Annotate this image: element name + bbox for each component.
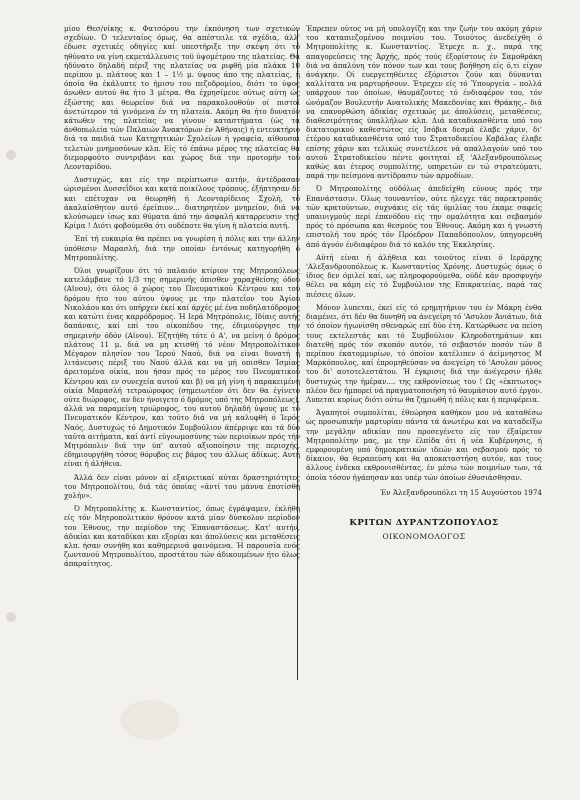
column-divider <box>297 30 298 680</box>
paragraph: Άλλά δεν είναι μόνον αί εξαιρετικαί αύται δραστηριότητες του Μητροπολίτου, διά τάς όποίας «άντί του μάννα έποτίσθη χολήν». <box>64 472 300 500</box>
paragraph: Μόνον λυπεται, έκεί είς τό ερημητήριον του έν Μάκρη ένθα διαμένει, ότι δέν θα δυνηθή να άνεγείρη τό 'Ασυλον Άνιάτων, διά τό όποίον ήγωνίσθη σθεναρώς επί δύο έτη. Κατώρθωσε να πείση τους εκτελεστάς και τό Συμβούλιον Κληροδοτημάτων και διατεθή πρός τόν σκοπόν αυτόν, τό σεβαστόν ποσόν τών 8 περίπου έκατομμυρίων, τό όποίον κατέλιπεν ό άείμνηστος Μ Μαρκόπουλος, καί έπρομηθεύσαν να άνεγείρη τό 'Ασυλον μόνος του δι' αυτοτελεστάτου. Ή έγκρισις διά την άνέγερσιν ήλθε δυστυχώς την ήμέραν.... της εκθρονίσεως του ! Ως «έκπτωτος» πλέον δεν ήμπορεί νά πραγματοποιήση τό θαυμάσιον αυτό έργον. Λυπεται κυρίως διότι ούτω θα ζημιωθή ή πόλις και ή περιφέρεια. <box>306 302 542 404</box>
paragraph: Ό Μητροπολίτης κ. Κωνσταντίος, όπως έγράψαμεν, έκλήθη είς τόν Μητροπολιτικόν θρόνον κατά μίαν δύσκολον περίοδον του Έθνους, την περίοδον της Έπαναστάσεως. Κατ' αυτήν, άδικίαι και καταδίκαι και εξορίαι και άπολύσεις και μεταθέσεις κλπ. ήσαν συνήθη και καθημερινά φαινόμενα. Ή παρουσία ενός ζωντανού Μητροπολίτου, προστάτου τών άδικουμένων ήτο όλως άπαραίτητος. <box>64 504 300 569</box>
paragraph: μίου Θεσ/νίκης κ. Φατσόρου την έκπόνηση των σχετικών σχεδίων. Ό τελευταίος όμως, θα απέστειλε τά σχέδια, άλλ' έδωσε σχετικές οδηγίες καί υπεστήριξε την σκέψη ότι τό ηθύνατο να γίνη εκμετάλλευσις τοϋ ύψομέτρου της πλατείας. Θά ήδύνατο δηλαδή πέριξ της πλατείας να ριφθή μία πλάκα 10 περίπου μ. πλάτους και 1 – 1½ μ. ύψους άπο της πλατείας, ή όποία θα έκάλυπτε το ήμισυ του πεζοδρομίου, διότι το ύψος άνωθεν αυτού θα ήτο 3 μέτρα. Θα έχρησίμευε ούτως αύτη ώς έξώστης και θεωρείον διά να παρακολουθούν οί πιστοί άνετώτερον τά γινόμενα έν τη πλατεία. Ακόμη θα ήτο δυνατόν κάτωθεν της πλατείας να γίνουν καταστήματα (ώς τα άνθοπωλεία τών Παλαιών Άνακτόρων έν Άθήναις) ή εντευκτήριο διά τα παιδιά των Κατηχητικών Σχολείων ή γραφεία, αίθουσαι τελετών μνημοσύνων κλπ. Είς τό έπάνω μέρος της πλατείας θα διεμορφούτο συντριβάνι και χώρος διά την προτομήν τού Λεονταρίδου. <box>64 24 300 172</box>
paragraph: Όλοι γνωρίζουν ότι τό παλαιόν κτίριον της Μητροπόλεως κατελάμβανε τό 1/3 της σημερινής όπισθεν χαραχθείσης όδού (Αϊνου), ότι όλος ό χώρος του Πνευματικού Κέντρου και τού δρόμου ήτο του αύτου ύψους με την πλατεΐον του Άγίου Νικολάου και ότι υπήρχεν έκεί καί άρχές μέ ένα ποδηλατόδρομος και κατώτι ένας καρρόδρομος. Ή Ιερά Μητρόπολις, Ιδίαις αυτής δαπάναις, καί επί του οίκοπέδου της, έδιμιούργησε την σημερινήν όδόν (Αϊνου). Έζητήθη τότε ό Α', να μείνη ό δρόμος πλάτους 11 μ. διά να μη κτισθή τό νέον Μητροπολίτικον Μέγαρον πλησίον του Ίερού Ναού, διά να είναι δυνατή ή λιτάνευσις πέριξ του Ναού άλλά και να μή οπισθεν Ίσμίας άρειτομένα οίκία, που ήσαν πρός το μέρος του Πνευματικού Κέντρου και εν συνεχεία αυτού και β) να μή γίνη ή παρακειμένη οίκία Μαρασλή τετραώροφος (σημειωτέον ότι δεν θα έγίνετο ούτε διώροφος, αν δεν ήνοιγετο ό δρόμος υπό της Μητροπόλεως), άλλά να παραμείνη τριώροφος, του αυτού δηλαδή ύψους με τό Πνευματικόν Κέντρον, και τούτο διά να μή καλυφθή ό Ίερός Ναός. Δυστυχώς τό Δημοτικόν Συμβούλιον άπέρριψε και τά δύο ταύτα αιτήματα, καί άντί εύγνωμοσύνης τών περιοίκων πρός τήν Μητρόπολιν διά την ύπ' αυτού αξιοποίησιν της περιοχής, έδημιουργήθη τόσος θόρυβος εις βάρος του άλλως άδίκως. Αυτή είναι ή άλήθεια. <box>64 266 300 469</box>
paragraph: Αύτή είναι ή άλήθεια και τοιούτος είναι ό Ιεράρχης 'Αλεξανδρουπόλεως κ. Κωνσταντίος Χρόνης. Δυστυχώς όμως ό ίδιος δεν όμιλεί καί, ως πληροφορούμεθα, ούδέ κάν προσφυγήν θέλει να κάμη είς τό Συμβούλιον της Επικρατείας, παρά τας πιέσεις όλων. <box>306 252 542 299</box>
signature-date: Έν Άλεξανδρουπόλει τη 15 Αυγούστου 1974 <box>379 487 542 497</box>
paragraph: Ό Μητροπολίτης ούδόλως άπεδείχθη εύνους πρός την Επανάστασιν. Όλως τουναντίον, ούτε ήλεγχε τάς παρεκτροπάς τών κρατούντων, συχνάκις είς τάς όμιλίας του έκαμε σαφείς υπαινιγμούς περί έπανόδου είς την ομαλότητα και σεβασμόν πρός τό πρόσωπα και θεσμούς του Έθνους. Ακόμη και ή γνωστή επιστολή του πρός τόν Πρόεδρον Παπαδόπουλον, ύπηγορευθή άπό άγνόν ένδιαφέρον διά τό καλόν της Έκκλησίας. <box>306 184 542 249</box>
signature-name: ΚΡΙΤΩΝ ΔΥΡΑΝΤΖΟΠΟΥΛΟΣ <box>349 517 499 528</box>
punch-hole <box>6 150 16 160</box>
paragraph: Έπί τή ευκαιρία θα πρέπει να γνωρίση ή πόλις και την άλλην ύπόθεσιν Μαρασλή, διά την οποίαν έντόνως κατηγορήθη ό Μητροπολίτης. <box>64 234 300 262</box>
paragraph: Άγαπητοί συμπολίται, έθεώρησα καθήκον μου νά καταθέσω ώς προσωπικήν μαρτυρίαν πάντα τά άνωτέρω και να καταδείξω την μεγάλην αδικίαν που προσεγένετο είς τον έξαίρετον Μητροπολίτην μας, με την έλπίδα ότι ή νέα Κυβέρνησις, ή εμφορουμένη υπό δημοκρατικών ιδεών και σεβασμού πρός τό δίκαιον, θα θεραπεύση και θα αποκαταστήση αυτόν, και τους άλλους ένδεκα εκθρονισθέντας, έν μέσω τών ποιμνίων των, τά όποία τόσον ήγάπησαν και υπέρ τών όποίων έθυσιάσθησαν. <box>306 408 542 482</box>
left-column <box>64 24 300 573</box>
paragraph: Έπρεπεν ούτος να μή υπολογίζη και την ζωήν του ακόμη χάριν του καταπιεζομένου ποιμνίου του. Τοιούτος άνεδείχθη ό Μητροπολίτης κ. Κωνσταντίος. Έτρεχε π. χ., παρά της απαγορεύσεις της Άρχής, πρός τούς έξορίστους έν Σαμοθράκη διά να άπαλύνη τόν πόνον των και τους βοήθηση είς ό,τι είχον άνάγκην. Οί ευεργετηθέντες έξόριστοι ζούν και δύνανται καλλίτατα να μαρτυρήσουν. Έτρεχεν είς τό Ύπουργεία – πολλά υπάρχουν τον όποίων, θαυμάζοντες τό ένδιαφέρον του, τόν ώνόμαζον Βουλευτήν Ανατολικής Μακεδονίας και Θράκης,– διά να επανορθώση άδικίας σχετικώς με άπολύσεις, μεταθέσεις, διαθεσιμότητας ύπαλλήλων κλπ. Διά καταδικασθέντα υπό του δικτατορικού καθεστώτος είς Ισόβια δεσμά έλαβε χάριν, δι' έτέρου καταδικασθέντα υπό του Στρατοδικείου Καβάλας έλαβε επίσης χάριν και τελικώς συνετέλεσε νά απαλλαγούν υπό του αυτού Στρατοδικείου πέντε φοιτηταί εξ 'Αλεξανδρουπόλεως καθώς και έτερος συμπολίτης, υπηρετών εν τώ στρατεύματι, παρά την πείσμονα αντίδρασιν τών αρμοδίων. <box>306 24 542 181</box>
right-column <box>306 24 542 541</box>
paragraph: Δυστυχώς, και είς την περίπτωσιν αυτήν, άντέδρασαν ώρισμένοι Δυσσεΐδιοι και κατά ποικίλους τρόπους, έξήπτησαν δε και επέτυχαν να θεωρηθή ή Λεονταρίδειος Σχολή, τό άκαλαίσθητον αυτό έρείπιον... διατηρητέον μνημείον, διά να κλούσωμεν ίσως και θύματα άπό την άσφαλή καταρρευσιν της! Κρίμα ! Διότι φοβούμεθα ότι ουδέποτε θα γίνη ή πλατεία αυτή. <box>64 175 300 231</box>
signature-title: ΟΙΚΟΝΟΜΟΛΟΓΟΣ <box>382 532 466 542</box>
punch-hole <box>6 612 16 622</box>
paper-stain <box>120 700 180 740</box>
